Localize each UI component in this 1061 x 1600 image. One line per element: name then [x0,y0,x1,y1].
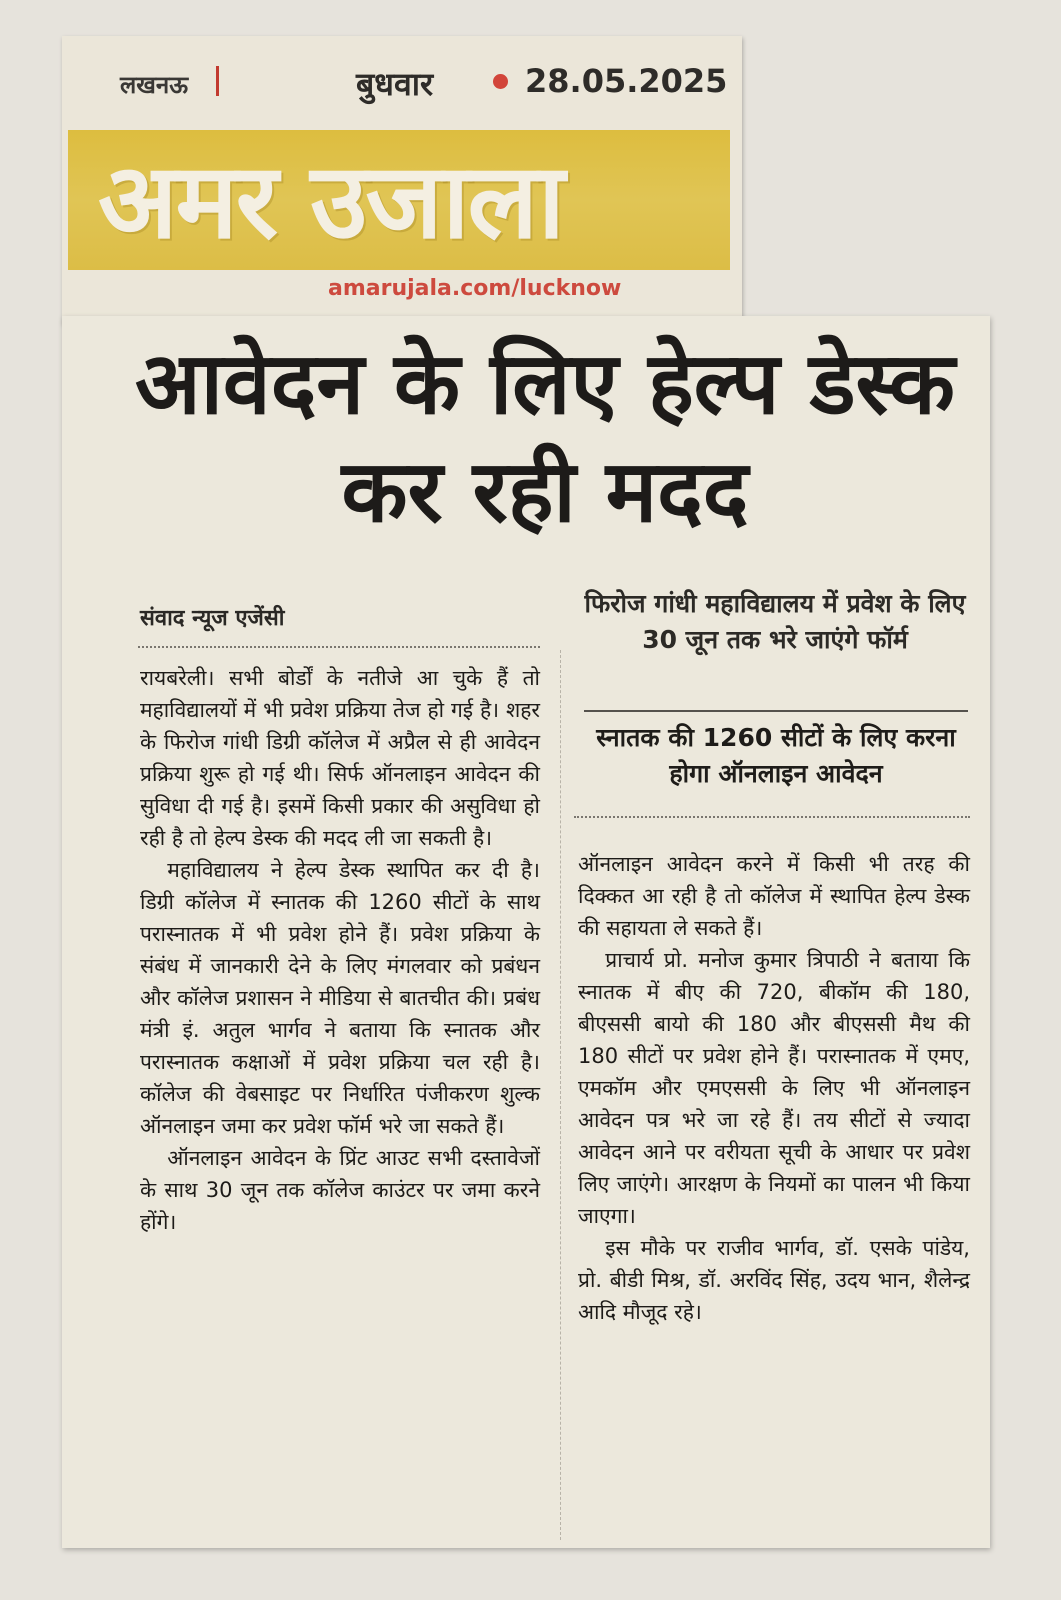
subheadline-divider-dotted [574,816,970,818]
column-divider [560,650,561,1540]
paragraph: इस मौके पर राजीव भार्गव, डॉ. एसके पांडेय, प्रो. बीडी मिश्र, डॉ. अरविंद सिंह, उदय भान, शैलेन्द्र आदि मौजूद रहे। [578,1236,970,1324]
dateline [120,62,740,110]
paragraph: प्राचार्य प्रो. मनोज कुमार त्रिपाठी ने बताया कि स्नातक में बीए की 720, बीकॉम की 180, बीएससी बायो की 180 और बीएससी मैथ की 180 सीटों पर प्रवेश होने हैं। परास्नातक में एमए, एमकॉम और एमएससी के लिए भी ऑनलाइन आवेदन पत्र भरे जा रहे हैं। तय सीटों से ज्यादा आवेदन आने पर वरीयता सूची के आधार पर प्रवेश लिए जाएंगे। आरक्षण के नियमों का पालन भी किया जाएगा। [578,948,970,1228]
byline: संवाद न्यूज एजेंसी [140,606,285,631]
city-label: लखनऊ [120,71,189,99]
paragraph: महाविद्यालय ने हेल्प डेस्क स्थापित कर दी है। डिग्री कॉलेज में स्नातक की 1260 सीटों के साथ परास्नातक में भी प्रवेश होने हैं। प्रवेश प्रक्रिया के संबंध में जानकारी देने के लिए मंगलवार को प्रबंधन और कॉलेज प्रशासन ने मीडिया से बातचीत की। प्रबंध मंत्री इं. अतुल भार्गव ने बताया कि स्नातक और परास्नातक कक्षाओं में प्रवेश प्रक्रिया चल रही है। कॉलेज की वेबसाइट पर निर्धारित पंजीकरण शुल्क ऑनलाइन जमा कर प्रवेश फॉर्म भरे जा सकते हैं। [140,858,540,1138]
paragraph: ऑनलाइन आवेदन के प्रिंट आउट सभी दस्तावेजों के साथ 30 जून तक कॉलेज काउंटर पर जमा करने होंगे। [140,1146,540,1234]
article-column-left [140,662,540,1238]
article-column-right [578,848,970,1328]
dateline-separator [216,66,219,96]
subheadline-primary: फिरोज गांधी महाविद्यालय में प्रवेश के लिए 30 जून तक भरे जाएंगे फॉर्म [584,589,966,654]
paragraph: ऑनलाइन आवेदन करने में किसी भी तरह की दिक्कत आ रही है तो कॉलेज में स्थापित हेल्प डेस्क की सहायता ले सकते हैं। [578,852,970,940]
subheadline-secondary: स्नातक की 1260 सीटों के लिए करना होगा ऑनलाइन आवेदन [596,723,956,788]
dot-separator-icon [493,74,508,89]
subheadline-divider [584,710,968,712]
paragraph: रायबरेली। सभी बोर्डों के नतीजे आ चुके हैं तो महाविद्यालयों में भी प्रवेश प्रक्रिया तेज हो गई है। शहर के फिरोज गांधी डिग्री कॉलेज में अप्रैल से ही आवेदन प्रक्रिया शुरू हो गई थी। सिर्फ ऑनलाइन आवेदन की सुविधा दी गई है। इसमें किसी प्रकार की असुविधा हो रही है तो हेल्प डेस्क की मदद ली जा सकती है। [140,666,540,850]
newspaper-url: amarujala.com/lucknow [328,276,622,301]
newspaper-logo: अमर उजाला [98,140,563,262]
byline-divider [138,646,540,648]
issue-date: 28.05.2025 [525,62,728,100]
weekday-label: बुधवार [356,65,434,103]
article-headline: आवेदन के लिए हेल्प डेस्क कर रही मदद [135,334,955,542]
